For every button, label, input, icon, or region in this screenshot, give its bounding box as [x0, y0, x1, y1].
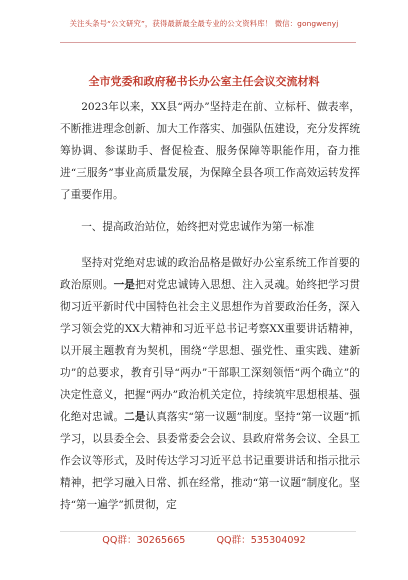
document-title: 全市党委和政府秘书长办公室主任会议交流材料	[88, 75, 320, 88]
paragraph-text: 坚持对党绝对忠诚的政治品格是做好办公室系统工作首要的政治原则。	[60, 257, 360, 291]
intro-paragraph: 2023年以来，XX县“两办”坚持走在前、立标杆、做表率，不断推进理念创新、加大工作落实、加强队伍建设，充分发挥统筹协调、参谋助手、督促检查、服务保障等职能作用，奋力推进“三服务”事业高质量发展，为保障全县各项工作高效运转发挥了重要作用。	[60, 101, 360, 201]
paragraph-text: 认真落实“第一议题”制度。坚持“第一议题”抓学习，以县委全会、县委常委会会议、县政府常务会议、全县工作会议等形式，及时传达学习习近平总书记重要讲话和指示批示精神，把学习融入日常、抓在经常，推动“第一议题”制度化。坚持“第一遍学”抓贯彻，定	[60, 411, 361, 511]
header-banner: 关注头条号“公文研究”，获得最新最全最专业的公文资料库！ 微信：gongwenyj	[69, 19, 339, 28]
emphasis-marker: 一是	[113, 279, 136, 291]
document-body	[60, 96, 360, 516]
emphasis-marker: 二是	[124, 411, 146, 423]
footer	[0, 532, 408, 546]
section-heading: 一、提高政治站位，始终把对党忠诚作为第一标准	[81, 221, 315, 233]
footer-qq-group-2: QQ群：535304092	[216, 535, 306, 546]
body-paragraph	[60, 252, 360, 516]
paragraph-text: 把对党忠诚铸入思想、注入灵魂。始终把学习贯彻习近平新时代中国特色社会主义思想作为首要政治任务，深入学习领会党的XX大精神和习近平总书记考察XX重要讲话精神，以开展主题教育为契机，围绕“学思想、强党性、重实践、建新功”的总要求，教育引导“两办”干部职工深刻领悟“两个确立”的决定性意义，把握“两办”政治机关定位，持续筑牢思想根基、强化绝对忠诚。	[60, 279, 360, 423]
header-divider	[60, 42, 356, 43]
footer-qq-group-1: QQ群：30265665	[102, 535, 186, 546]
